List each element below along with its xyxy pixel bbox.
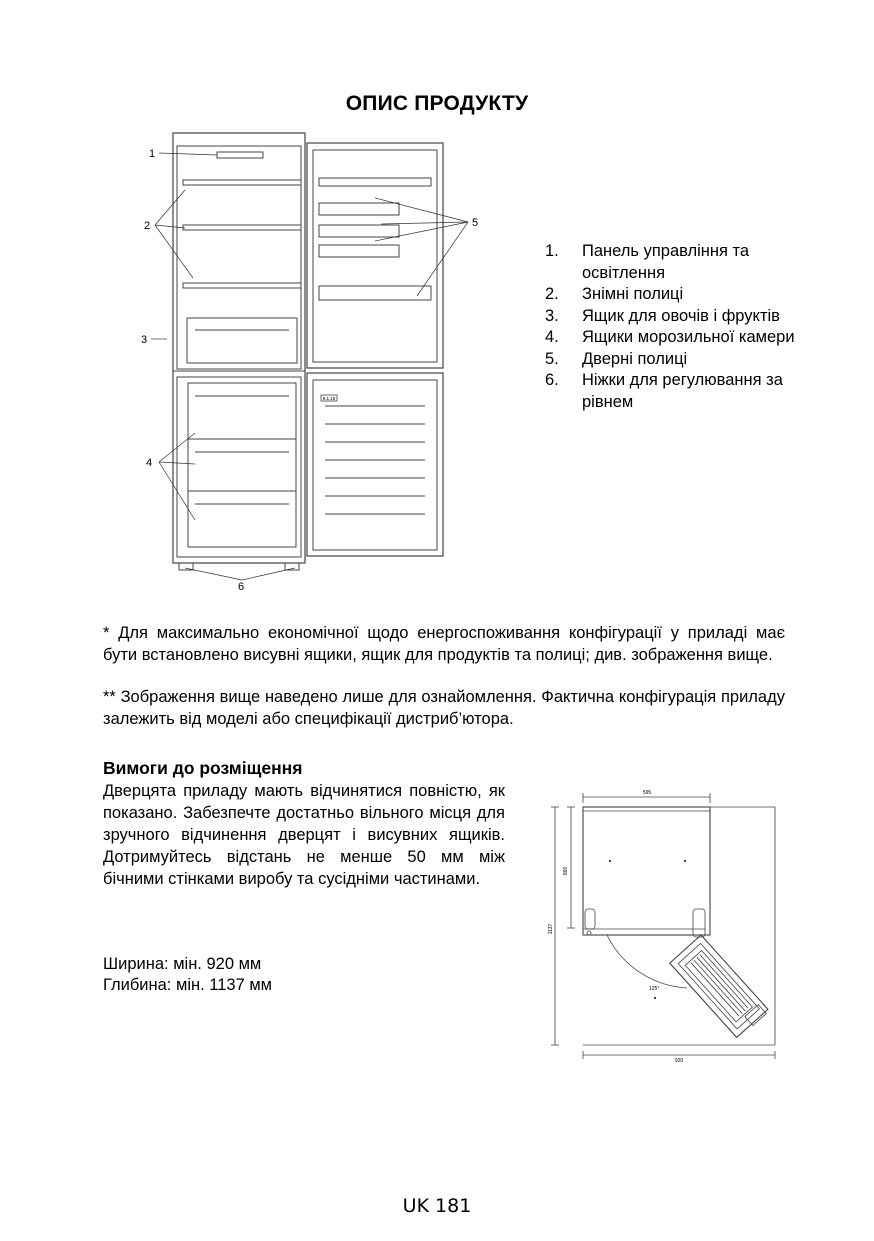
parts-list-number: 2. [545,285,559,303]
callout-3: 3 [141,334,148,346]
disclaimer-note: ** Зображення вище наведено лише для ознайомлення. Фактична конфігурація приладу залежить від моделі або специфікації дистриб’ютора. [103,688,785,728]
parts-list-number: 3. [545,306,559,325]
dim-top-width: 595 [642,790,652,796]
callout-6: 6 [238,581,245,593]
dim-angle: 125° [649,986,660,992]
energy-note: * Для максимально економічної щодо енергоспоживання конфігурації у приладі має бути встановлено висувні ящики, ящик для продуктів та полиці; див. зображення вище. [103,624,785,664]
parts-list-item [545,306,805,328]
parts-list-label: Панель управління та освітлення [582,242,750,282]
parts-list-label: Ящики морозильної камери [582,328,795,346]
parts-list-number: 6. [545,371,559,389]
dim-total-depth: 1137 [548,923,554,935]
fridge-diagram [135,128,485,598]
dim-total-width: 920 [674,1058,684,1064]
parts-list-item [545,241,805,284]
parts-list-number: 5. [545,349,559,368]
parts-list-item [545,349,805,371]
parts-list-label: Ящик для овочів і фруктів [582,306,780,325]
section-heading: Вимоги до розміщення [103,758,303,778]
depth-requirement: Глибина: мін. 1137 мм [103,976,273,994]
dim-door-height: 866 [563,866,569,876]
parts-list-item [545,284,805,306]
parts-list-label: Ніжки для регулювання за рівнем [582,371,783,411]
callout-5: 5 [472,217,479,229]
parts-list-item [545,327,805,349]
page-title: ОПИС ПРОДУКТУ [345,92,529,115]
parts-list-label: Знімні полиці [582,285,684,303]
parts-list-label: Дверні полиці [582,349,688,368]
parts-list-number: 4. [545,328,559,346]
callout-4: 4 [146,457,153,469]
parts-list [545,241,805,413]
display-label: 8.1.18 [322,396,336,401]
parts-list-item [545,370,805,413]
callout-2: 2 [144,220,151,232]
callout-1: 1 [149,148,156,160]
door-clearance-diagram [545,783,785,1068]
page-number: UK 181 [402,1195,472,1217]
placement-text: Дверцята приладу мають відчинятися повністю, як показано. Забезпечте достатньо вільного місця для зручного відчинення дверцят і висувних ящиків. Дотримуйтесь відстань не менше 50 мм між бічними стінками виробу та сусідніми частинами. [103,782,505,888]
width-requirement: Ширина: мін. 920 мм [103,955,262,973]
parts-list-number: 1. [545,242,559,260]
